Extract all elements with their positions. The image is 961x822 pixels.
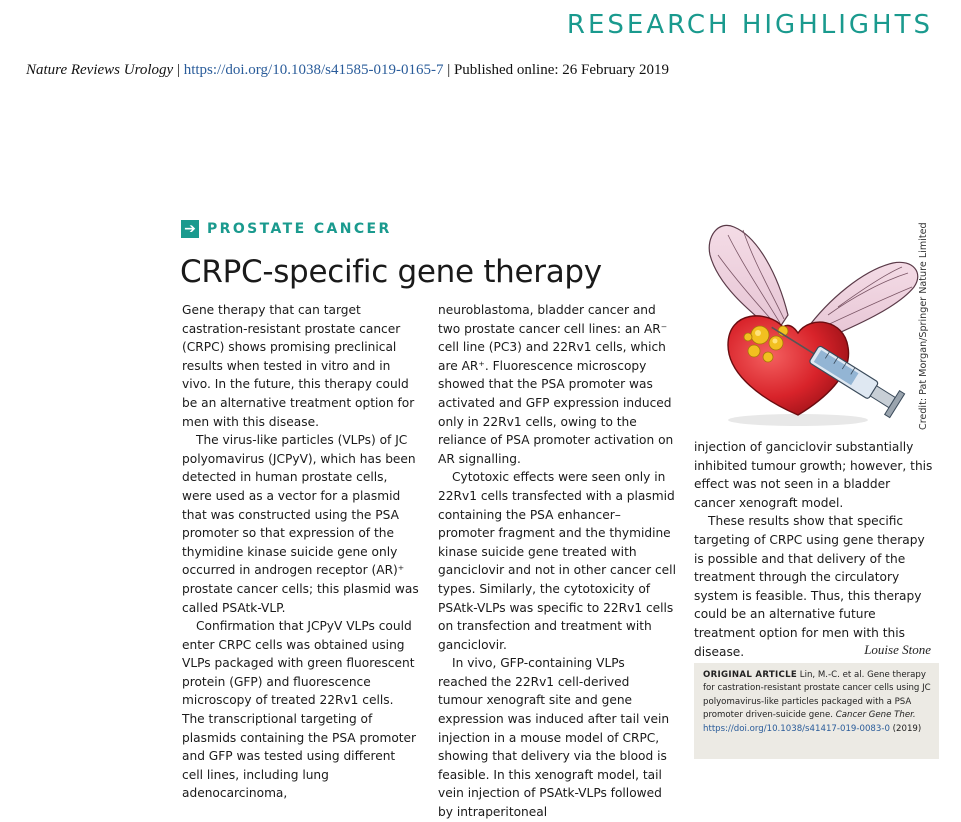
text-column-3 (694, 438, 934, 661)
citation-line (26, 62, 669, 79)
text-column-2 (438, 301, 676, 822)
section-label-text: PROSTATE CANCER (207, 221, 392, 237)
paragraph: Cytotoxic effects were seen only in 22Rv1 cells transfected with a plasmid containing the PSA enhancer–promoter fragment and the thymidine kinase suicide gene treated with ganciclovir and not in other cancer cell types. Similarly, the cytotoxicity of PSAtk-VLPs was specific to 22Rv1 cells on transfection and treatment with ganciclovir. (438, 470, 676, 652)
arrow-right-icon: ➔ (181, 220, 199, 238)
original-article-journal: Cancer Gene Ther. (835, 710, 916, 721)
credit-text: Credit: Pat Morgan/Springer Nature Limited (918, 222, 929, 430)
paragraph: neuroblastoma, bladder cancer and two prostate cancer cell lines: an AR⁻ cell line (PC3) and 22Rv1 cells, which are AR⁺. Fluorescence microscopy showed that the PSA promoter was activated and GFP expression induced only in 22Rv1 cells, owing to the reliance of PSA promoter activation on AR signalling. (438, 303, 674, 466)
paragraph: Confirmation that JCPyV VLPs could enter CRPC cells was obtained using VLPs packaged with green fluorescent protein (GFP) and fluorescence microscopy of treated 22Rv1 cells. The transcriptional targeting of plasmids containing the PSA promoter and GFP was tested using different cell lines, including lung adenocarcinoma, (182, 619, 417, 801)
paragraph: In vivo, GFP-containing VLPs reached the 22Rv1 cell-derived tumour xenograft site and gene expression was induced after tail vein injection in a mouse model of CRPC, showing that delivery via the blood is feasible. In this xenograft model, tail vein injection of PSAtk-VLPs followed by intraperitoneal (438, 656, 670, 820)
journal-name: Nature Reviews Urology (26, 62, 174, 78)
original-article-doi[interactable]: https://doi.org/10.1038/s41417-019-0083-0 (703, 723, 890, 734)
text-column-1 (182, 301, 420, 803)
original-article-box (694, 663, 939, 759)
paragraph: These results show that specific targeting of CRPC using gene therapy is possible and that delivery of the treatment through the circulatory system is feasible. Thus, this therapy could be an alternative future treatment option for men with this disease. (694, 514, 925, 659)
winged-heart-syringe-illustration (688, 215, 926, 430)
section-label (181, 220, 392, 238)
published-date: Published online: 26 February 2019 (453, 62, 669, 78)
section-header-title: RESEARCH HIGHLIGHTS (566, 10, 933, 40)
paragraph: injection of ganciclovir substantially inhibited tumour growth; however, this effect was not seen in a bladder cancer xenograft model. (694, 440, 933, 510)
paragraph: Gene therapy that can target castration-resistant prostate cancer (CRPC) shows promising preclinical results when tested in vitro and in vivo. In the future, this therapy could be an alternative treatment option for men with this disease. (182, 303, 415, 429)
original-article-citation: Lin, M.-C. et al. Gene therapy for castration-resistant prostate cancer cells using JC polyomavirus-like particles packaged with a PSA promoter driven-suicide gene. (703, 670, 931, 721)
article-title: CRPC-specific gene therapy (180, 254, 602, 290)
original-article-label: ORIGINAL ARTICLE (703, 670, 798, 680)
separator: | (173, 62, 184, 78)
doi-link[interactable]: https://doi.org/10.1038/s41585-019-0165-7 (183, 62, 444, 78)
original-article-year: (2019) (889, 723, 922, 734)
original-article-text (703, 669, 933, 736)
paragraph: The virus-like particles (VLPs) of JC polyomavirus (JCPyV), which has been detected in human prostate cells, were used as a vector for a plasmid that was constructed using the PSA promoter so that expression of the thymidine kinase suicide gene only occurred in androgen receptor (AR)⁺ prostate cancer cells; this plasmid was called PSAtk-VLP. (182, 433, 419, 615)
author-name: Louise Stone (864, 642, 931, 657)
illustration-credit (918, 220, 934, 430)
separator: | (443, 62, 454, 78)
